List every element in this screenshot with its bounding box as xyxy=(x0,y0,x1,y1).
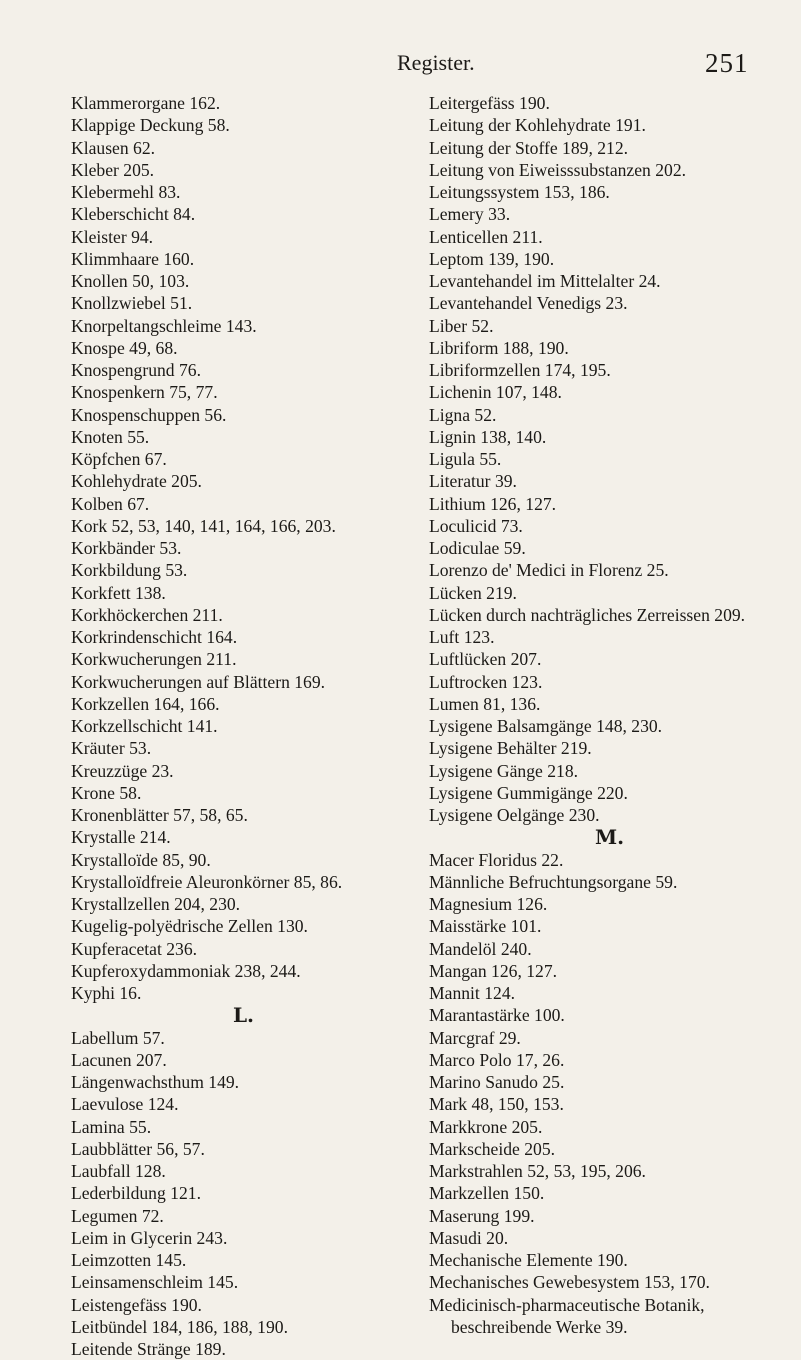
index-entry: Libriform 188, 190. xyxy=(429,337,774,359)
index-entry: Lenticellen 211. xyxy=(429,226,774,248)
index-entry: Marco Polo 17, 26. xyxy=(429,1049,774,1071)
index-entry: Luftrocken 123. xyxy=(429,671,774,693)
index-entry: Kugelig-polyëdrische Zellen 130. xyxy=(71,915,416,937)
index-entries-m xyxy=(429,849,774,1339)
index-entry: Lemery 33. xyxy=(429,203,774,225)
index-entry: Mechanische Elemente 190. xyxy=(429,1249,774,1271)
section-letter-m: M. xyxy=(429,826,774,848)
index-entry: Ligula 55. xyxy=(429,448,774,470)
index-entry: Lichenin 107, 148. xyxy=(429,381,774,403)
index-entry: Knospengrund 76. xyxy=(71,359,416,381)
index-entry: Leitung der Kohlehydrate 191. xyxy=(429,114,774,136)
index-entry: Laevulose 124. xyxy=(71,1093,416,1115)
index-entry: Leitung der Stoffe 189, 212. xyxy=(429,137,774,159)
index-entry: Leitende Stränge 189. xyxy=(71,1338,416,1360)
index-entry: Maserung 199. xyxy=(429,1205,774,1227)
index-entry: Literatur 39. xyxy=(429,470,774,492)
index-entry: Kleber 205. xyxy=(71,159,416,181)
page-number: 251 xyxy=(705,48,749,79)
index-entry: Lysigene Oelgänge 230. xyxy=(429,804,774,826)
index-entry: Lorenzo de' Medici in Florenz 25. xyxy=(429,559,774,581)
index-entry: Mangan 126, 127. xyxy=(429,960,774,982)
index-entry: Krystalloïdfreie Aleuronkörner 85, 86. xyxy=(71,871,416,893)
index-entry: Leitung von Eiweisssubstanzen 202. xyxy=(429,159,774,181)
index-entry: Markzellen 150. xyxy=(429,1182,774,1204)
running-title: Register. xyxy=(397,50,475,76)
index-entry: Knospe 49, 68. xyxy=(71,337,416,359)
index-entry: Kleister 94. xyxy=(71,226,416,248)
index-entry: Loculicid 73. xyxy=(429,515,774,537)
index-entry: Luftlücken 207. xyxy=(429,648,774,670)
index-entry: Markscheide 205. xyxy=(429,1138,774,1160)
index-entry: Krone 58. xyxy=(71,782,416,804)
index-entry: Korkhöckerchen 211. xyxy=(71,604,416,626)
index-entry: Korkbänder 53. xyxy=(71,537,416,559)
index-entry: Korkfett 138. xyxy=(71,582,416,604)
index-entry: Knospenschuppen 56. xyxy=(71,404,416,426)
index-entry: Levantehandel im Mittelalter 24. xyxy=(429,270,774,292)
index-entry: Längenwachsthum 149. xyxy=(71,1071,416,1093)
index-entry: Lignin 138, 140. xyxy=(429,426,774,448)
index-entry: Mark 48, 150, 153. xyxy=(429,1093,774,1115)
index-entry: Lodiculae 59. xyxy=(429,537,774,559)
index-entry: Leitergefäss 190. xyxy=(429,92,774,114)
index-entry: Klammerorgane 162. xyxy=(71,92,416,114)
index-entry: Lysigene Behälter 219. xyxy=(429,737,774,759)
index-entries-k xyxy=(71,92,416,1004)
index-entry: Knorpeltangschleime 143. xyxy=(71,315,416,337)
index-entry: Legumen 72. xyxy=(71,1205,416,1227)
page-header xyxy=(0,44,801,84)
index-entry: Levantehandel Venedigs 23. xyxy=(429,292,774,314)
index-entry: Leitbündel 184, 186, 188, 190. xyxy=(71,1316,416,1338)
right-index-column xyxy=(429,92,774,1338)
index-entry: Klappige Deckung 58. xyxy=(71,114,416,136)
index-entry: Lücken durch nachträgliches Zerreissen 209. xyxy=(429,604,774,626)
index-entry: Korkbildung 53. xyxy=(71,559,416,581)
index-entry: Korkrindenschicht 164. xyxy=(71,626,416,648)
index-entry: Kyphi 16. xyxy=(71,982,416,1004)
index-entry: Masudi 20. xyxy=(429,1227,774,1249)
index-entry: Korkwucherungen auf Blättern 169. xyxy=(71,671,416,693)
index-entry: Klimmhaare 160. xyxy=(71,248,416,270)
index-entry: Lacunen 207. xyxy=(71,1049,416,1071)
index-entry: Knoten 55. xyxy=(71,426,416,448)
index-entry: Lysigene Gummigänge 220. xyxy=(429,782,774,804)
index-entry: Liber 52. xyxy=(429,315,774,337)
index-entry: Kupferoxydammoniak 238, 244. xyxy=(71,960,416,982)
index-entry: Mannit 124. xyxy=(429,982,774,1004)
index-entry: Kolben 67. xyxy=(71,493,416,515)
index-entry: Korkzellen 164, 166. xyxy=(71,693,416,715)
index-entry: Libriformzellen 174, 195. xyxy=(429,359,774,381)
index-entry: Knospenkern 75, 77. xyxy=(71,381,416,403)
index-entry: Lamina 55. xyxy=(71,1116,416,1138)
index-entry: Köpfchen 67. xyxy=(71,448,416,470)
index-entry: Leitungssystem 153, 186. xyxy=(429,181,774,203)
index-entry: Lumen 81, 136. xyxy=(429,693,774,715)
index-entry: Macer Floridus 22. xyxy=(429,849,774,871)
index-entry: Mandelöl 240. xyxy=(429,938,774,960)
index-entry: Leinsamenschleim 145. xyxy=(71,1271,416,1293)
index-entry: Kupferacetat 236. xyxy=(71,938,416,960)
index-entry: Kreuzzüge 23. xyxy=(71,760,416,782)
index-entry: Leim in Glycerin 243. xyxy=(71,1227,416,1249)
index-entry: Kronenblätter 57, 58, 65. xyxy=(71,804,416,826)
index-entry: Knollen 50, 103. xyxy=(71,270,416,292)
index-entry: Lysigene Gänge 218. xyxy=(429,760,774,782)
left-index-column xyxy=(71,92,416,1360)
index-entry: Korkzellschicht 141. xyxy=(71,715,416,737)
index-entry: Krystalle 214. xyxy=(71,826,416,848)
index-entry: Magnesium 126. xyxy=(429,893,774,915)
index-entry: Markkrone 205. xyxy=(429,1116,774,1138)
index-entry: Kräuter 53. xyxy=(71,737,416,759)
index-entry: Mechanisches Gewebesystem 153, 170. xyxy=(429,1271,774,1293)
index-entries-l-continued xyxy=(429,92,774,826)
index-entries-l xyxy=(71,1027,416,1360)
index-entry: Marino Sanudo 25. xyxy=(429,1071,774,1093)
section-letter-l: L. xyxy=(71,1004,416,1026)
index-entry: Korkwucherungen 211. xyxy=(71,648,416,670)
index-entry: Männliche Befruchtungsorgane 59. xyxy=(429,871,774,893)
index-entry: Lücken 219. xyxy=(429,582,774,604)
index-entry: Markstrahlen 52, 53, 195, 206. xyxy=(429,1160,774,1182)
index-entry: Maisstärke 101. xyxy=(429,915,774,937)
index-entry: Lysigene Balsamgänge 148, 230. xyxy=(429,715,774,737)
index-entry: Laubblätter 56, 57. xyxy=(71,1138,416,1160)
index-entry: Labellum 57. xyxy=(71,1027,416,1049)
index-entry: Marantastärke 100. xyxy=(429,1004,774,1026)
index-entry: Laubfall 128. xyxy=(71,1160,416,1182)
index-entry: Leimzotten 145. xyxy=(71,1249,416,1271)
index-entry: Klausen 62. xyxy=(71,137,416,159)
index-entry: Krystallzellen 204, 230. xyxy=(71,893,416,915)
index-entry: Klebermehl 83. xyxy=(71,181,416,203)
index-entry: Luft 123. xyxy=(429,626,774,648)
index-entry: Leistengefäss 190. xyxy=(71,1294,416,1316)
index-entry: Leptom 139, 190. xyxy=(429,248,774,270)
index-entry: Lederbildung 121. xyxy=(71,1182,416,1204)
index-entry: Marcgraf 29. xyxy=(429,1027,774,1049)
index-entry: Medicinisch-pharmaceutische Botanik, beschreibende Werke 39. xyxy=(429,1294,774,1339)
index-entry: Ligna 52. xyxy=(429,404,774,426)
index-entry: Krystalloïde 85, 90. xyxy=(71,849,416,871)
index-entry: Kleberschicht 84. xyxy=(71,203,416,225)
index-entry: Kohlehydrate 205. xyxy=(71,470,416,492)
index-entry: Lithium 126, 127. xyxy=(429,493,774,515)
index-entry: Knollzwiebel 51. xyxy=(71,292,416,314)
index-entry: Kork 52, 53, 140, 141, 164, 166, 203. xyxy=(71,515,416,537)
